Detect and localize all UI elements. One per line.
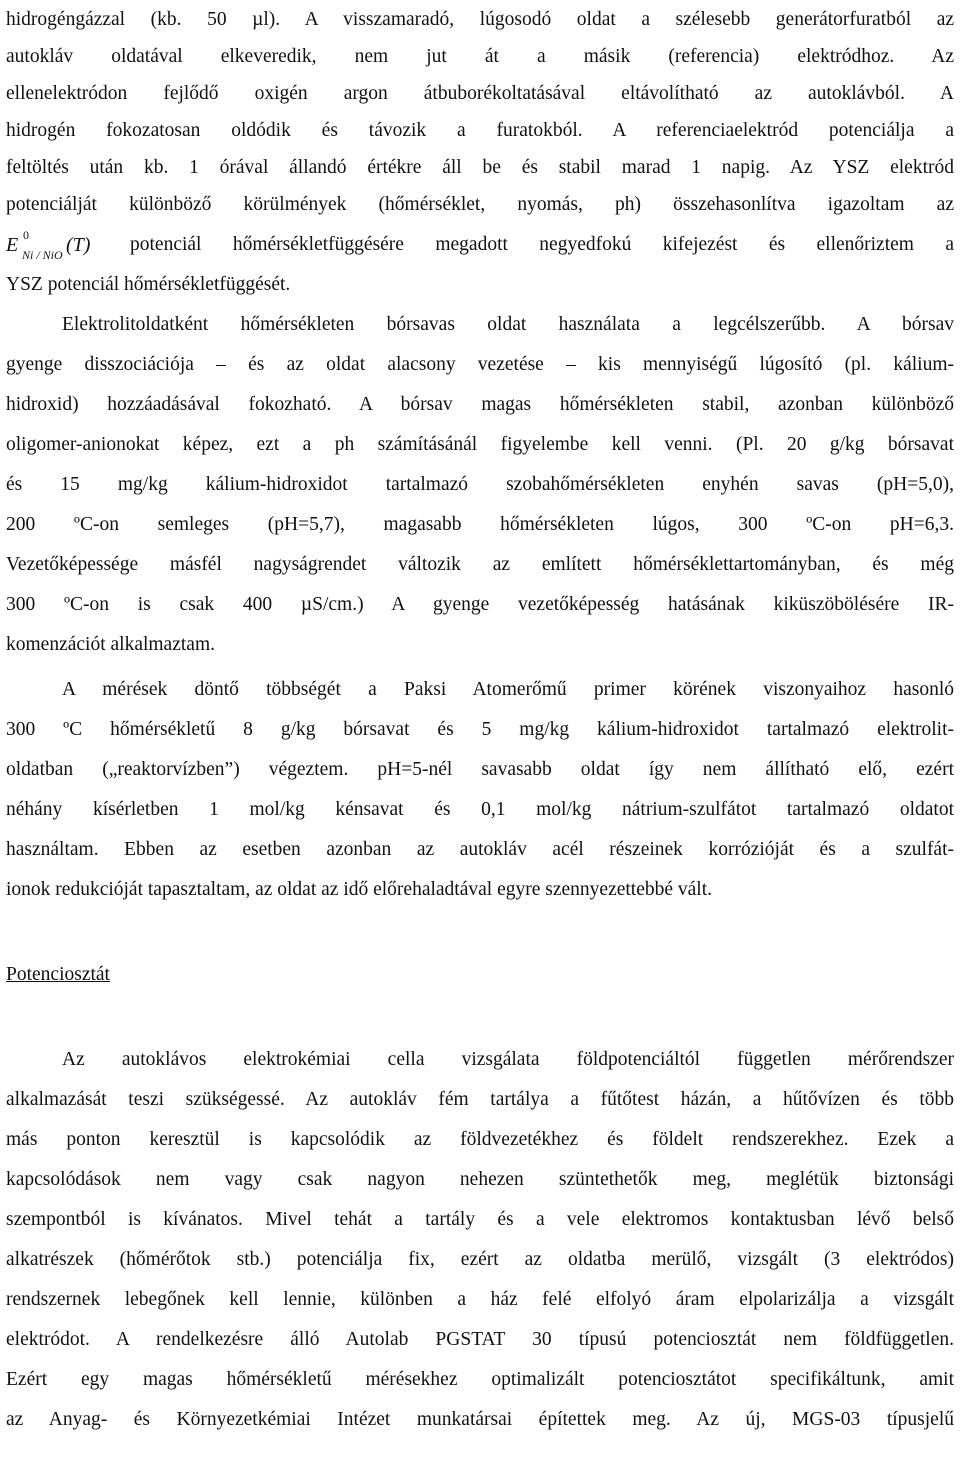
text-line: hidroxid) hozzáadásával fokozható. A bórsav magas hőmérsékleten stabil, azonban különböző	[6, 394, 954, 415]
text-line: gyenge disszociációja – és az oldat alacsony vezetése – kis mennyiségű lúgosító (pl. kálium-	[6, 354, 954, 375]
text-line: hidrogén fokozatosan oldódik és távozik a furatokból. A referenciaelektród potenciálja a	[6, 120, 954, 141]
equation-subscript: Ni / NiO	[22, 248, 63, 262]
text-line: kapcsolódások nem vagy csak nagyon nehezen szüntethetők meg, meglétük biztonsági	[6, 1169, 954, 1190]
text-line: oldatban („reaktorvízben”) végeztem. pH=5-nél savasabb oldat így nem állítható elő, ezért	[6, 759, 954, 780]
text-line: és 15 mg/kg kálium-hidroxidot tartalmazó szobahőmérsékleten enyhén savas (pH=5,0),	[6, 474, 954, 495]
text-line: az Anyag- és Környezetkémiai Intézet munkatársai építettek meg. Az új, MGS-03 típusjelű	[6, 1409, 954, 1430]
text-line: néhány kísérletben 1 mol/kg kénsavat és 0,1 mol/kg nátrium-szulfátot tartalmazó oldatot	[6, 799, 954, 820]
equation-line	[6, 225, 954, 265]
text-line: alkatrészek (hőmérőtok stb.) potenciálja fix, ezért az oldatba merülő, vizsgált (3 elektródos)	[6, 1249, 954, 1270]
text-line: alkalmazását teszi szükségessé. Az autokláv fém tartálya a fűtőtest házán, a hűtővízen és több	[6, 1089, 954, 1110]
text-line: Ezért egy magas hőmérsékletű mérésekhez optimalizált potenciosztátot specifikáltunk, amit	[6, 1369, 954, 1390]
text-line: Vezetőképessége másfél nagyságrendet változik az említett hőmérséklettartományban, és még	[6, 554, 954, 575]
text-line: szempontból is kívánatos. Mivel tehát a tartály és a vele elektromos kontaktusban lévő belső	[6, 1209, 954, 1230]
text-line: YSZ potenciál hőmérsékletfüggését.	[6, 274, 291, 295]
text-line: 300 ºC-on is csak 400 µS/cm.) A gyenge vezetőképesség hatásának kiküszöbölésére IR-	[6, 594, 954, 615]
equation-e0-ni-nio	[6, 225, 126, 265]
text-line: oligomer-anionokat képez, ezt a ph számításánál figyelembe kell venni. (Pl. 20 g/kg bórsavat	[6, 434, 954, 455]
text-line: potenciálját különböző körülmények (hőmérséklet, nyomás, ph) összehasonlítva igazoltam az	[6, 194, 954, 215]
text-line: ellenelektródon fejlődő oxigén argon átbuborékoltatásával eltávolítható az autoklávból. A	[6, 83, 954, 104]
text-line: ionok redukcióját tapasztaltam, az oldat az idő előrehaladtával egyre szennyezettebbé vált.	[6, 879, 713, 900]
text-line: rendszernek lebegőnek kell lennie, különben a ház felé elfolyó áram elpolarizálja a vizsgált	[6, 1289, 954, 1310]
text-line: más ponton keresztül is kapcsolódik az földvezetékhez és földelt rendszerekhez. Ezek a	[6, 1129, 954, 1150]
text-line: használtam. Ebben az esetben azonban az autokláv acél részeinek korrózióját és a szulfát-	[6, 839, 954, 860]
equation-superscript: 0	[23, 228, 29, 242]
equation-symbol: E	[6, 234, 19, 256]
text-line: hidrogéngázzal (kb. 50 µl). A visszamaradó, lúgosodó oldat a szélesebb generátorfuratból az	[6, 9, 954, 30]
text-line: 200 ºC-on semleges (pH=5,7), magasabb hőmérsékleten lúgos, 300 ºC-on pH=6,3.	[6, 514, 954, 535]
text-line: Az autoklávos elektrokémiai cella vizsgálata földpotenciáltól független mérőrendszer	[62, 1049, 954, 1070]
section-heading: Potenciosztát	[6, 964, 110, 985]
text-line: A mérések döntő többségét a Paksi Atomerőmű primer körének viszonyaihoz hasonló	[62, 679, 954, 700]
text-line: elektródot. A rendelkezésre álló Autolab PGSTAT 30 típusú potenciosztát nem földfüggetlen.	[6, 1329, 954, 1350]
text-line: Elektrolitoldatként hőmérsékleten bórsavas oldat használata a legcélszerűbb. A bórsav	[62, 314, 954, 335]
text-line: komenzációt alkalmaztam.	[6, 634, 215, 655]
text-line: potenciál hőmérsékletfüggésére megadott negyedfokú kifejezést és ellenőriztem a	[130, 234, 954, 255]
text-line: autokláv oldatával elkeveredik, nem jut át a másik (referencia) elektródhoz. Az	[6, 46, 954, 67]
equation-argument: (T)	[66, 234, 91, 256]
text-line: feltöltés után kb. 1 órával állandó értékre áll be és stabil marad 1 napig. Az YSZ elektród	[6, 157, 954, 178]
text-line: 300 ºC hőmérsékletű 8 g/kg bórsavat és 5 mg/kg kálium-hidroxidot tartalmazó elektrolit-	[6, 719, 954, 740]
